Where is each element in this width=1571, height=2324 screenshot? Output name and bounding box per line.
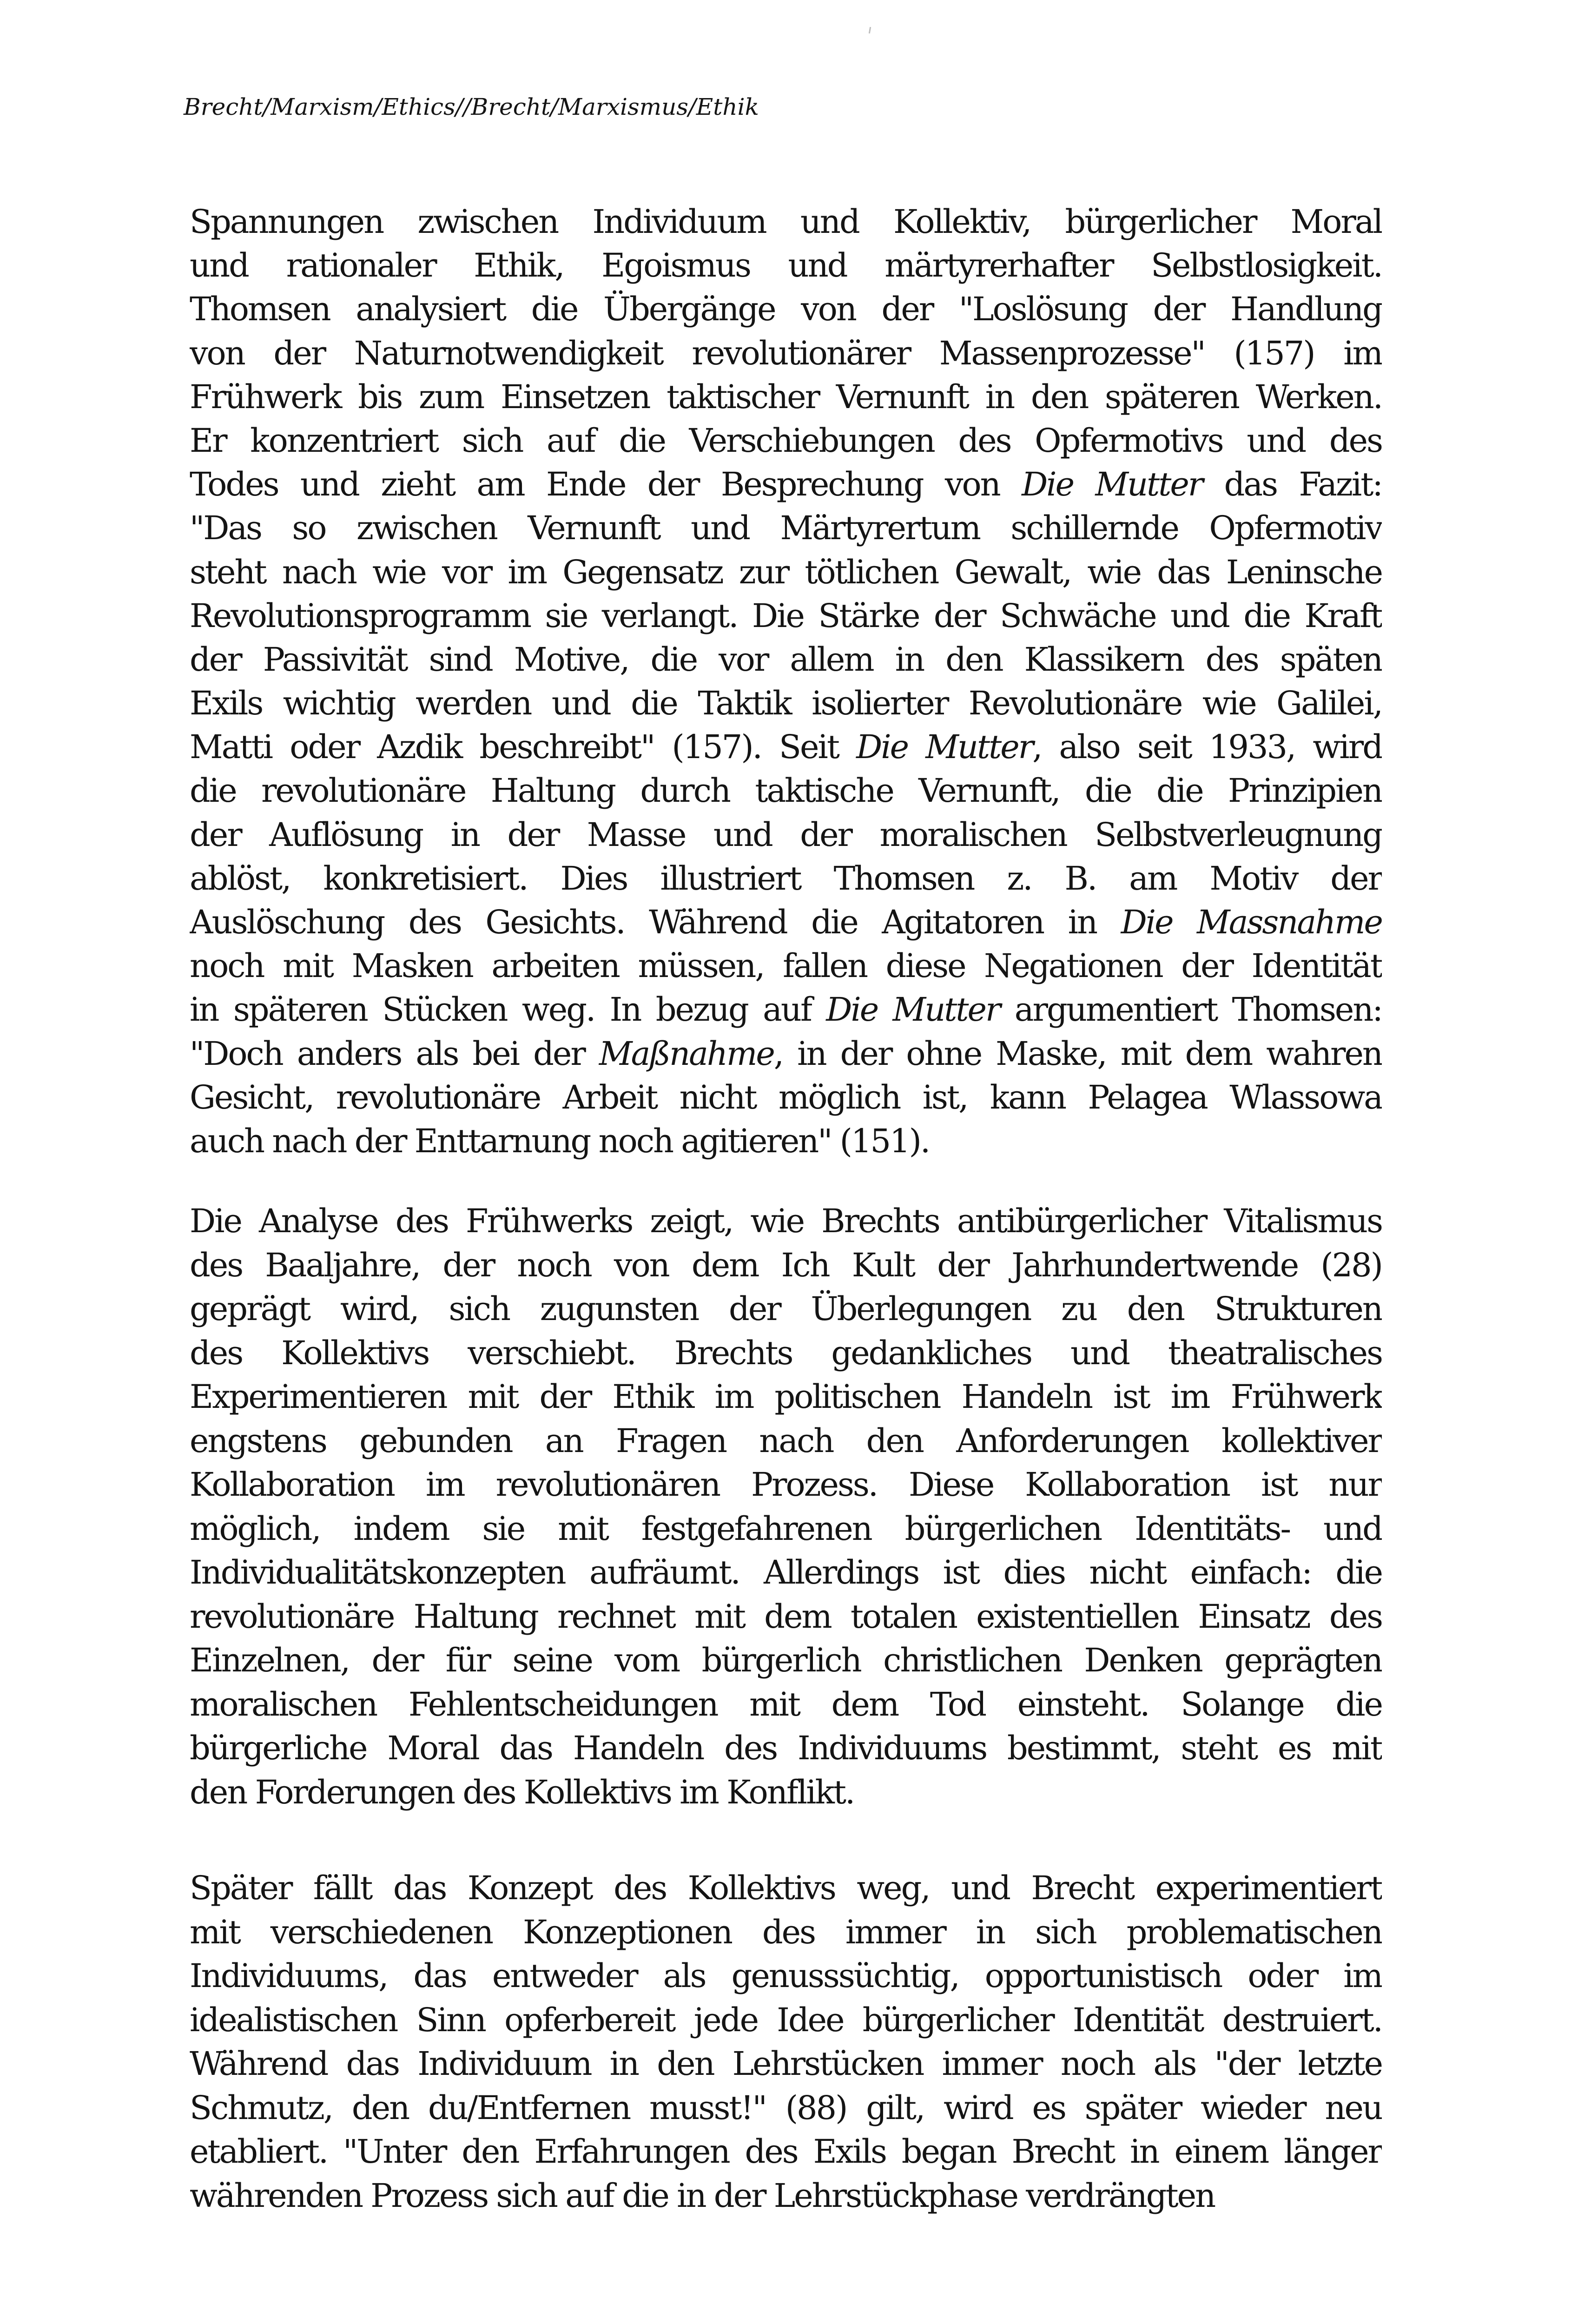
- text-line: [190, 244, 1382, 287]
- text-line: [190, 1595, 1382, 1639]
- text-line: [190, 419, 1382, 462]
- text-line: [190, 1551, 1382, 1595]
- running-head: Brecht/Marxism/Ethics//Brecht/Marxismus/Ethik: [184, 93, 759, 120]
- text-run: und rationaler Ethik, Egoismus und märtyrerhafter Selbstlosigkeit.: [190, 246, 1382, 285]
- text-line: [190, 1954, 1382, 1998]
- text-run: Individuums, das entweder als genusssüchtig, opportunistisch oder im: [190, 1957, 1382, 1995]
- paragraph: [190, 1199, 1382, 1814]
- text-line: [190, 287, 1382, 331]
- text-line: [190, 1866, 1382, 1910]
- text-run: Auslöschung des Gesichts. Während die Agitatoren in: [190, 903, 1121, 941]
- text-line: [190, 1683, 1382, 1727]
- text-run: Schmutz, den du/Entfernen musst!" (88) gilt, wird es später wieder neu: [190, 2088, 1382, 2127]
- text-run: Die Analyse des Frühwerks zeigt, wie Brechts antibürgerlicher Vitalismus: [190, 1202, 1382, 1240]
- text-line: [190, 1726, 1382, 1770]
- text-run: auch nach der Enttarnung noch agitieren" (151).: [190, 1122, 930, 1160]
- text-line: [190, 331, 1382, 375]
- text-line: [190, 944, 1382, 988]
- text-line: [190, 1076, 1382, 1119]
- text-run: Experimentieren mit der Ethik im politischen Handeln ist im Frühwerk: [190, 1378, 1382, 1416]
- text-line: [190, 1199, 1382, 1243]
- text-run: Während das Individuum in den Lehrstücken immer noch als "der letzte: [190, 2045, 1382, 2083]
- text-run: idealistischen Sinn opferbereit jede Idee bürgerlicher Identität destruiert.: [190, 2000, 1382, 2039]
- text-line: [190, 1331, 1382, 1375]
- text-run: "Das so zwischen Vernunft und Märtyrertum schillernde Opfermotiv: [190, 509, 1382, 548]
- text-line: [190, 200, 1382, 244]
- text-line: [190, 462, 1382, 506]
- text-line: [190, 900, 1382, 944]
- paragraph: [190, 1866, 1382, 2218]
- text-line: [190, 1998, 1382, 2042]
- text-line: [190, 2130, 1382, 2174]
- text-run: etabliert. "Unter den Erfahrungen des Exils began Brecht in einem länger: [190, 2133, 1382, 2171]
- text-run: die revolutionäre Haltung durch taktische Vernunft, die die Prinzipien: [190, 772, 1382, 810]
- text-run: der Auflösung in der Masse und der moralischen Selbstverleugnung: [190, 815, 1382, 854]
- text-run: Spannungen zwischen Individuum und Kollektiv, bürgerlicher Moral: [190, 203, 1382, 241]
- italic-title: Die Mutter: [1022, 465, 1202, 504]
- margin-speck: [869, 27, 871, 33]
- text-run: Exils wichtig werden und die Taktik isolierter Revolutionäre wie Galilei,: [190, 684, 1382, 723]
- text-run: engstens gebunden an Fragen nach den Anforderungen kollektiver: [190, 1421, 1382, 1460]
- text-line: [190, 638, 1382, 681]
- text-run: der Passivität sind Motive, die vor allem in den Klassikern des späten: [190, 640, 1382, 679]
- text-line: [190, 1463, 1382, 1507]
- text-line: [190, 857, 1382, 900]
- text-run: das Fazit:: [1202, 465, 1382, 504]
- text-line: [190, 1419, 1382, 1463]
- text-line: [190, 550, 1382, 594]
- text-line: [190, 594, 1382, 638]
- text-run: Matti oder Azdik beschreibt" (157). Seit: [190, 728, 857, 766]
- text-line: [190, 1375, 1382, 1419]
- text-line: [190, 681, 1382, 725]
- text-line: [190, 725, 1382, 769]
- text-run: Todes und zieht am Ende der Besprechung von: [190, 465, 1022, 504]
- italic-title: Die Massnahme: [1121, 903, 1382, 941]
- text-run: argumentiert Thomsen:: [999, 990, 1382, 1029]
- text-line: [190, 2174, 1382, 2218]
- text-run: möglich, indem sie mit festgefahrenen bürgerlichen Identitäts- und: [190, 1509, 1382, 1548]
- text-run: des Kollektivs verschiebt. Brechts gedankliches und theatralisches: [190, 1334, 1382, 1372]
- text-run: währenden Prozess sich auf die in der Lehrstückphase verdrängten: [190, 2176, 1215, 2215]
- text-run: Gesicht, revolutionäre Arbeit nicht möglich ist, kann Pelagea Wlassowa: [190, 1078, 1382, 1116]
- text-run: revolutionäre Haltung rechnet mit dem totalen existentiellen Einsatz des: [190, 1597, 1382, 1636]
- text-line: [190, 506, 1382, 550]
- text-run: ablöst, konkretisiert. Dies illustriert Thomsen z. B. am Motiv der: [190, 859, 1382, 898]
- text-line: [190, 1770, 1382, 1815]
- text-line: [190, 988, 1382, 1031]
- text-run: Später fällt das Konzept des Kollektivs weg, und Brecht experimentiert: [190, 1869, 1382, 1907]
- text-run: bürgerliche Moral das Handeln des Individuums bestimmt, steht es mit: [190, 1729, 1382, 1767]
- text-line: [190, 1287, 1382, 1331]
- text-run: des Baaljahre, der noch von dem Ich Kult der Jahrhundertwende (28): [190, 1246, 1382, 1284]
- text-run: geprägt wird, sich zugunsten der Überlegungen zu den Strukturen: [190, 1290, 1382, 1328]
- text-run: , in der ohne Maske, mit dem wahren: [773, 1034, 1382, 1073]
- text-line: [190, 1910, 1382, 1954]
- text-run: in späteren Stücken weg. In bezug auf: [190, 990, 826, 1029]
- text-run: den Forderungen des Kollektivs im Konflikt.: [190, 1773, 854, 1811]
- text-line: [190, 1243, 1382, 1287]
- text-run: Individualitätskonzepten aufräumt. Allerdings ist dies nicht einfach: die: [190, 1553, 1382, 1591]
- text-line: [190, 769, 1382, 812]
- text-run: noch mit Masken arbeiten müssen, fallen diese Negationen der Identität: [190, 947, 1382, 985]
- text-run: Einzelnen, der für seine vom bürgerlich christlichen Denken geprägten: [190, 1641, 1382, 1679]
- text-line: [190, 813, 1382, 857]
- italic-title: Maßnahme: [599, 1034, 774, 1073]
- italic-title: Die Mutter: [826, 990, 1000, 1029]
- text-line: [190, 1638, 1382, 1683]
- text-line: [190, 1032, 1382, 1076]
- text-run: von der Naturnotwendigkeit revolutionärer Massenprozesse" (157) im: [190, 334, 1382, 372]
- text-run: mit verschiedenen Konzeptionen des immer in sich problematischen: [190, 1913, 1382, 1951]
- text-line: [190, 1119, 1382, 1163]
- text-run: moralischen Fehlentscheidungen mit dem Tod einsteht. Solange die: [190, 1685, 1382, 1723]
- text-run: Frühwerk bis zum Einsetzen taktischer Vernunft in den späteren Werken.: [190, 377, 1382, 416]
- text-run: Kollaboration im revolutionären Prozess. Diese Kollaboration ist nur: [190, 1466, 1382, 1504]
- text-run: , also seit 1933, wird: [1032, 728, 1382, 766]
- text-line: [190, 1507, 1382, 1551]
- text-run: Thomsen analysiert die Übergänge von der "Loslösung der Handlung: [190, 290, 1382, 329]
- text-run: Revolutionsprogramm sie verlangt. Die Stärke der Schwäche und die Kraft: [190, 596, 1382, 635]
- text-run: "Doch anders als bei der: [190, 1034, 599, 1073]
- paragraph: [190, 200, 1382, 1163]
- text-line: [190, 375, 1382, 419]
- text-run: steht nach wie vor im Gegensatz zur tötlichen Gewalt, wie das Leninsche: [190, 553, 1382, 591]
- text-line: [190, 2086, 1382, 2130]
- italic-title: Die Mutter: [856, 728, 1033, 766]
- text-line: [190, 2042, 1382, 2086]
- text-run: Er konzentriert sich auf die Verschiebungen des Opfermotivs und des: [190, 421, 1382, 460]
